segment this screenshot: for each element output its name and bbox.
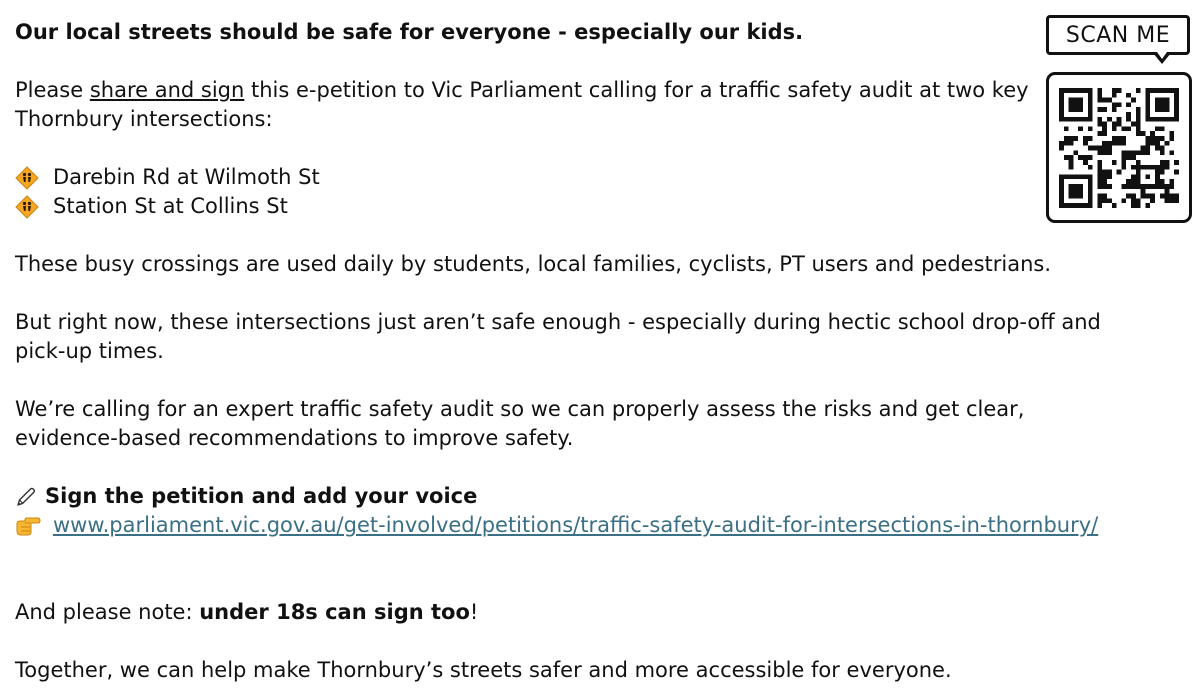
pointing-hand-icon — [15, 515, 41, 537]
scan-me-label: SCAN ME — [1046, 15, 1190, 55]
cta-label: Sign the petition and add your voice — [45, 484, 478, 508]
intersection-item — [15, 192, 1125, 221]
intersection-item — [15, 163, 1125, 192]
paragraph-audit: We’re calling for an expert traffic safety audit so we can properly assess the risks and get clear, evidence-based recommendations to improve safety. — [15, 397, 1025, 450]
children-crossing-sign-icon — [15, 195, 39, 219]
intro-before: Please — [15, 78, 90, 102]
paragraph-crossings: These busy crossings are used daily by students, local families, cyclists, PT users and pedestrians. — [15, 252, 1052, 276]
petition-url-line — [15, 511, 1125, 540]
paragraph-not-safe: But right now, these intersections just aren’t safe enough - especially during hectic school drop-off and pick-up times. — [15, 310, 1101, 363]
pencil-icon — [15, 486, 37, 508]
note-after: ! — [469, 600, 479, 624]
qr-code-icon[interactable] — [1059, 88, 1179, 208]
note-bold: under 18s can sign too — [199, 600, 470, 624]
intro-paragraph — [15, 76, 1125, 134]
petition-url-link[interactable]: www.parliament.vic.gov.au/get-involved/petitions/traffic-safety-audit-for-intersections-in-thornbury/ — [53, 513, 1099, 537]
headline: Our local streets should be safe for everyone - especially our kids. — [15, 20, 804, 44]
intersection-label: Darebin Rd at Wilmoth St — [53, 165, 320, 189]
intro-after: this e-petition to Vic Parliament calling for a traffic safety audit at two key Thornbury intersections: — [15, 78, 1029, 131]
children-crossing-sign-icon — [15, 166, 39, 190]
cta-heading — [15, 482, 1125, 511]
closing-paragraph: Together, we can help make Thornbury’s streets safer and more accessible for everyone. — [15, 658, 952, 682]
share-and-sign-link[interactable]: share and sign — [89, 78, 245, 102]
petition-post — [15, 18, 1125, 685]
intersection-label: Station St at Collins St — [53, 194, 288, 218]
qr-code-frame[interactable] — [1046, 72, 1192, 223]
note-before: And please note: — [15, 600, 200, 624]
note-paragraph — [15, 598, 1125, 627]
